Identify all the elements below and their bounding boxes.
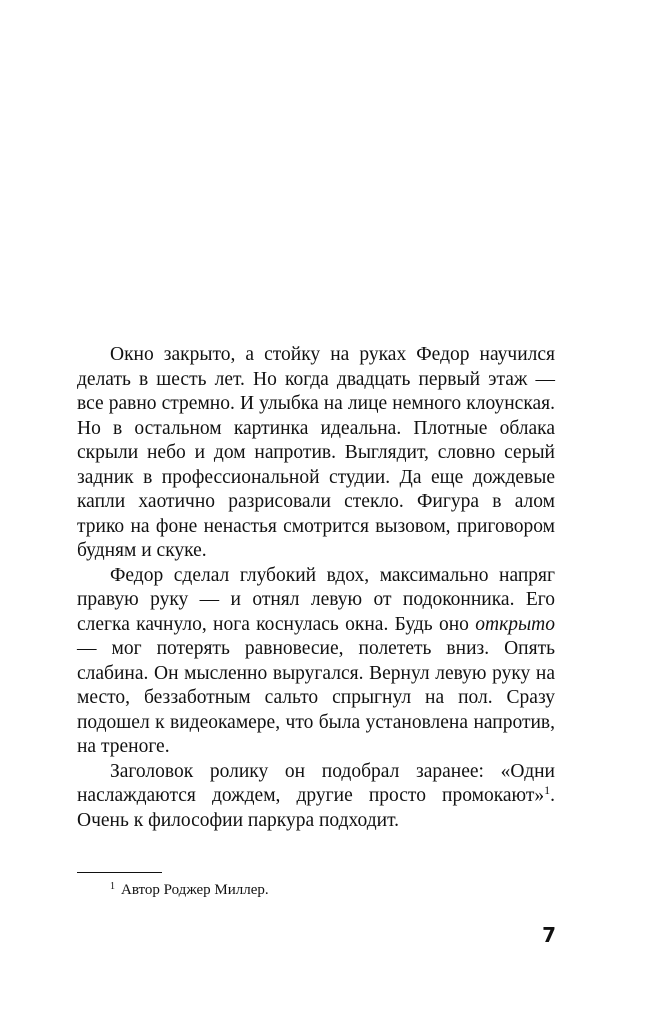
paragraph-2-text-end: — мог потерять равновесие, полететь вниз. Опять слабина. Он мысленно выругался. Вернул левую руку на место, беззаботным сальто спрыгнул на пол. Сразу подошел к видеокамере, что была установлена напротив, на треноге. [77, 638, 555, 757]
footnote-reference: 1 [544, 783, 551, 797]
page-number: 7 [542, 923, 556, 947]
footnote-divider [77, 872, 162, 873]
italic-word: открыто [475, 613, 555, 635]
footnote-marker: 1 [110, 881, 115, 892]
footnote [110, 880, 269, 900]
paragraph-2-text-start: Федор сделал глубокий вдох, максимально напряг правую руку — и отнял левую от подоконника. Его слегка качнуло, нога коснулась окна. Будь оно [77, 564, 555, 635]
paragraph-2 [77, 564, 555, 760]
paragraph-1 [77, 343, 555, 564]
paragraph-3-text-start: Заголовок ролику он подобрал заранее: «Одни наслаждаются дождем, другие просто промокают» [77, 760, 555, 806]
footnote-text: Автор Роджер Миллер. [121, 882, 269, 898]
paragraph-1-text: Окно закрыто, а стойку на руках Федор научился делать в шесть лет. Но когда двадцать первый этаж — все равно стремно. И улыбка на лице немного клоунская. Но в остальном картинка идеальна. Плотные облака скрыли небо и дом напротив. Выглядит, словно серый задник в профессиональной студии. Да еще дождевые капли хаотично разрисовали стекло. Фигура в алом трико на фоне ненастья смотрится вызовом, приговором будням и скуке. [77, 344, 555, 561]
paragraph-3 [77, 760, 555, 834]
main-text [77, 343, 555, 833]
paragraph-3-text-end: . Очень к философии паркура подходит. [77, 785, 555, 831]
